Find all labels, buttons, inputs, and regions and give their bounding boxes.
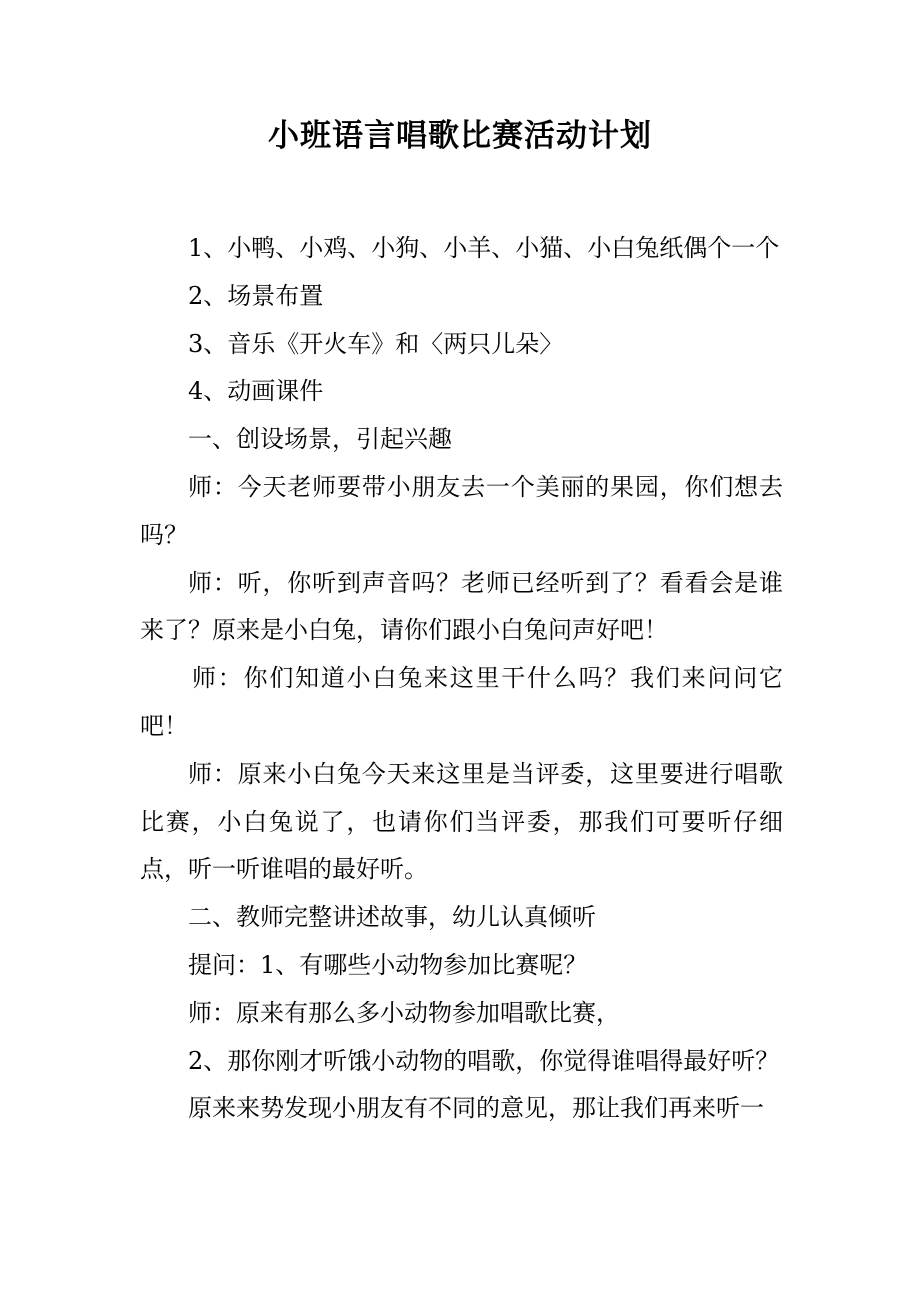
paragraph-continuation: 原来来势发现小朋友有不同的意见，那让我们再来听一 bbox=[188, 1094, 764, 1123]
section-heading-2: 二、教师完整讲述故事，幼儿认真倾听 bbox=[188, 903, 596, 932]
document-title: 小班语言唱歌比赛活动计划 bbox=[268, 118, 652, 154]
paragraph-teacher-5: 师：原来有那么多小动物参加唱歌比赛， bbox=[188, 998, 620, 1027]
paragraph-question-2: 2、那你刚才听饿小动物的唱歌，你觉得谁唱得最好听？ bbox=[188, 1046, 780, 1075]
document-body bbox=[140, 225, 783, 1133]
paragraph-materials-2: 2、场景布置 bbox=[188, 281, 324, 310]
paragraph-materials-4: 4、动画课件 bbox=[188, 377, 324, 406]
paragraph-materials-3: 3、音乐《开火车》和〈两只儿朵〉 bbox=[188, 329, 564, 358]
paragraph-teacher-1: 师：今天老师要带小朋友去一个美丽的果园，你们想去吗？ bbox=[140, 472, 783, 549]
paragraph-teacher-3: 师：你们知道小白兔来这里干什么吗？我们来问问它吧！ bbox=[140, 664, 783, 740]
paragraph-teacher-2: 师：听，你听到声音吗？老师已经听到了？看看会是谁来了？原来是小白兔，请你们跟小白兔问声好吧！ bbox=[140, 568, 783, 645]
paragraph-teacher-4: 师：原来小白兔今天来这里是当评委，这里要进行唱歌比赛，小白兔说了，也请你们当评委，那我们可要听仔细点，听一听谁唱的最好听。 bbox=[140, 759, 783, 884]
paragraph-materials-1: 1、小鸭、小鸡、小狗、小羊、小猫、小白兔纸偶个一个 bbox=[188, 234, 780, 262]
paragraph-question-1: 提问：1、有哪些小动物参加比赛呢？ bbox=[188, 950, 588, 979]
section-heading-1: 一、创设场景，引起兴趣 bbox=[188, 425, 452, 454]
